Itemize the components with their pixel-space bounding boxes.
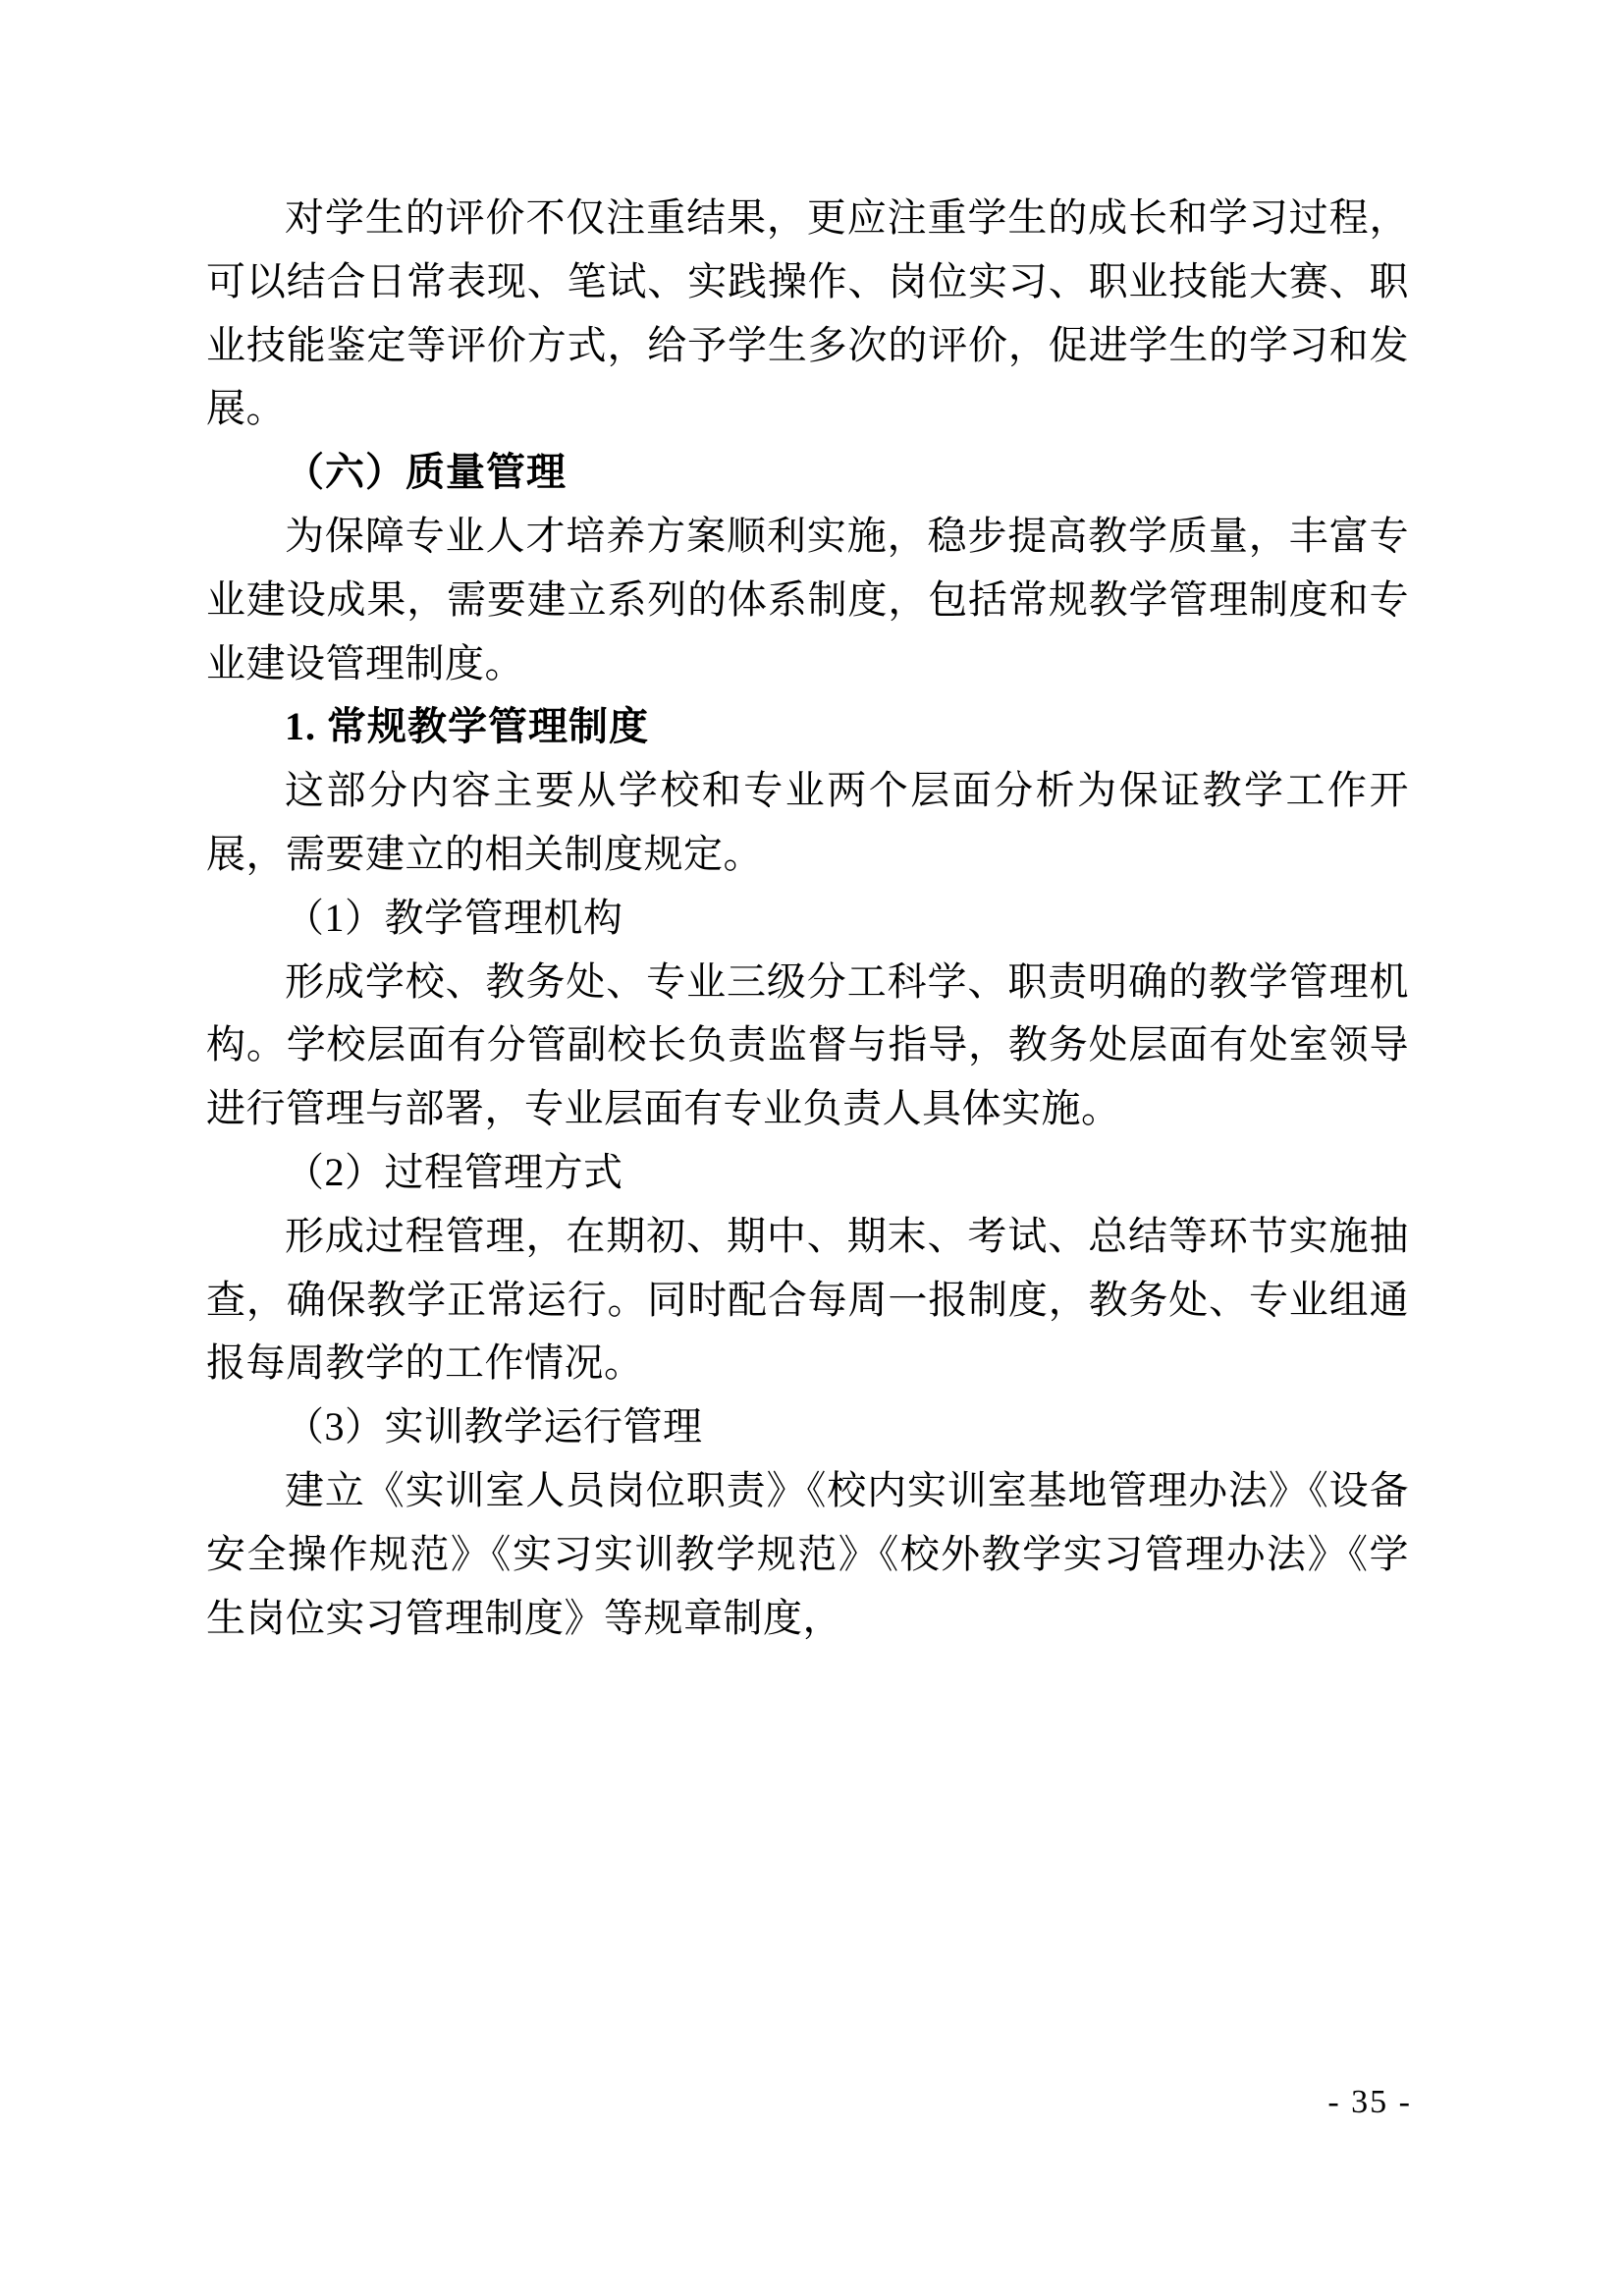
paragraph-item-2-title: （2）过程管理方式 [285,1149,623,1194]
paragraph-routine-intro: 这部分内容主要从学校和专业两个层面分析为保证教学工作开展，需要建立的相关制度规定。 [206,768,1409,876]
subheading-routine-teaching-system: 1. 常规教学管理制度 [285,704,649,749]
paragraph-item-2-body: 形成过程管理，在期初、期中、期末、考试、总结等环节实施抽查，确保教学正常运行。同时配合每周一报制度，教务处、专业组通报每周教学的工作情况。 [206,1213,1409,1386]
page-content [206,187,1409,1650]
paragraph-item-1-title: （1）教学管理机构 [285,895,623,940]
paragraph-item-3-title: （3）实训教学运行管理 [285,1404,703,1449]
paragraph-quality-intro: 为保障专业人才培养方案顺利实施，稳步提高教学质量，丰富专业建设成果，需要建立系列的体系制度，包括常规教学管理制度和专业建设管理制度。 [206,513,1409,685]
heading-quality-management: （六）质量管理 [285,450,567,495]
paragraph-evaluation: 对学生的评价不仅注重结果，更应注重学生的成长和学习过程，可以结合日常表现、笔试、实践操作、岗位实习、职业技能大赛、职业技能鉴定等评价方式，给予学生多次的评价，促进学生的学习和发展。 [206,195,1409,431]
paragraph-item-3-body: 建立《实训室人员岗位职责》《校内实训室基地管理办法》《设备安全操作规范》《实习实训教学规范》《校外教学实习管理办法》《学生岗位实习管理制度》等规章制度， [206,1467,1409,1640]
page-number: - 35 - [1327,2084,1412,2120]
paragraph-item-1-body: 形成学校、教务处、专业三级分工科学、职责明确的教学管理机构。学校层面有分管副校长负责监督与指导，教务处层面有处室领导进行管理与部署，专业层面有专业负责人具体实施。 [206,958,1409,1131]
